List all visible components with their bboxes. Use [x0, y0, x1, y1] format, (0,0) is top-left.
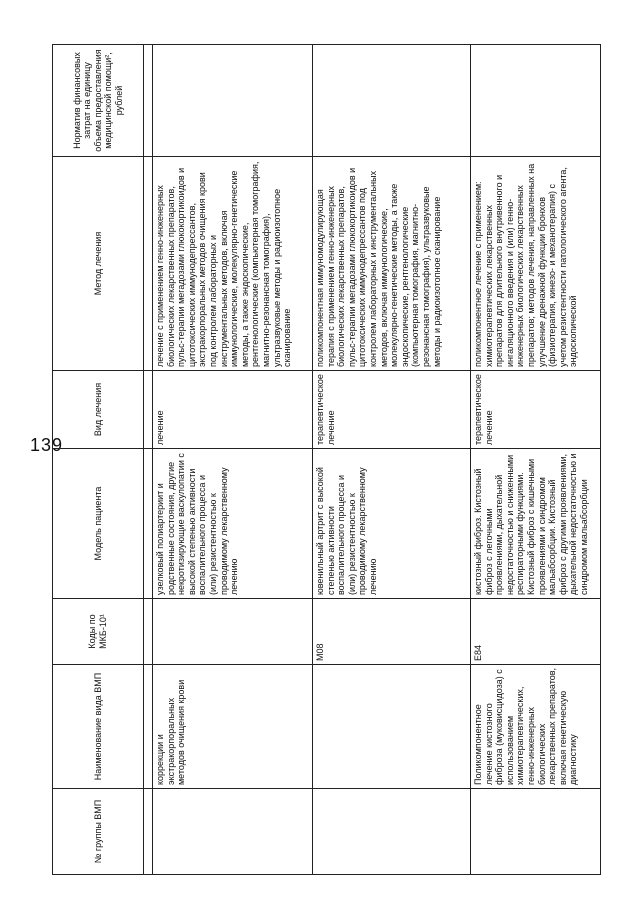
rotated-table-page	[52, 45, 605, 875]
header-name: Наименование вида ВМП	[53, 665, 144, 789]
cell-name	[313, 665, 471, 789]
cell-norm	[153, 45, 313, 157]
header-model: Модель пациента	[53, 449, 144, 599]
cell-type: терапевтическое лечение	[313, 371, 471, 449]
cell-method: поликомпонентное лечение с применением: химиотерапевтических лекарственных препаратов для длительного внутривенного и ингаляционного введения и (или) генно-инженерных биологических лекарственных препаратов; методов лечения, направленных на улучшение дренажной функции бронхов (физиотерапия, кинезо- и механотерапия) с учетом резистентности патологического агента, эндоскопической	[471, 157, 601, 371]
table-row	[153, 45, 313, 875]
cell-method: поликомпонентная иммуномодулирующая терапия с применением генно-инженерных биологических лекарственных препаратов, пульс-терапии мегадозами глюкокортикоидов и цитотоксических иммунодепрессантов под контролем лабораторных и инструментальных методов, включая иммунологические, молекулярно-генетические методы, а также эндоскопические, рентгенологические (компьютерная томография, магнитно-резонансная томография), ультразвуковые методы и радиоизотопное сканирование	[313, 157, 471, 371]
cell-method: лечение с применением генно-инженерных биологических лекарственных препаратов, пульс-терапии мегадозами глюкокортикоидов и цитотоксических иммунодепрессантов, экстракорпоральных методов очищения крови под контролем лабораторных и инструментальных методов, включая иммунологические, молекулярно-генетические методы, а также эндоскопические, рентгенологические (компьютерная томография, магнитно-резонансная томография), ультразвуковые методы и радиоизотопное сканирование	[153, 157, 313, 371]
header-row	[53, 45, 144, 875]
cell-name: коррекции и экстракорпоральных методов очищения крови	[153, 665, 313, 789]
header-gap-row	[144, 45, 153, 875]
header-codes: Коды по МКБ-10¹	[53, 599, 144, 665]
cell-group	[313, 789, 471, 875]
cell-group	[153, 789, 313, 875]
cell-type: терапевтическое лечение	[471, 371, 601, 449]
table-row	[471, 45, 601, 875]
cell-group	[471, 789, 601, 875]
vmp-table	[52, 44, 601, 875]
cell-name: Поликомпонентное лечение кистозного фиброза (муковисцидоза) с использованием химиотерапевтических, генно-инженерных биологических лекарственных препаратов, включая генетическую диагностику	[471, 665, 601, 789]
header-group: № группы ВМП	[53, 789, 144, 875]
header-type: Вид лечения	[53, 371, 144, 449]
cell-codes: E84	[471, 599, 601, 665]
cell-model: узелковый полиартериит и родственные состояния, другие некротизирующие васкулопатии с высокой степенью активности воспалительного процесса и (или) резистентностью к проводимому лекарственному лечению	[153, 449, 313, 599]
header-method: Метод лечения	[53, 157, 144, 371]
header-norm: Норматив финансовых затрат на единицу объема предоставления медицинской помощи², рублей	[53, 45, 144, 157]
cell-norm	[471, 45, 601, 157]
cell-type: лечение	[153, 371, 313, 449]
cell-model: ювенильный артрит с высокой степенью активности воспалительного процесса и (или) резистентностью к проводимому лекарственному лечению	[313, 449, 471, 599]
cell-model: кистозный фиброз. Кистозный фиброз с легочными проявлениями, дыхательной недостаточностью и сниженными респираторными функциями. Кистозный фиброз с кишечными проявлениями и синдромом мальабсорбции. Кистозный фиброз с другими проявлениями, дыхательной недостаточностью и синдромом мальабсорбции	[471, 449, 601, 599]
cell-norm	[313, 45, 471, 157]
cell-codes	[153, 599, 313, 665]
cell-codes: M08	[313, 599, 471, 665]
page-number: 139	[30, 435, 64, 455]
table-row	[313, 45, 471, 875]
